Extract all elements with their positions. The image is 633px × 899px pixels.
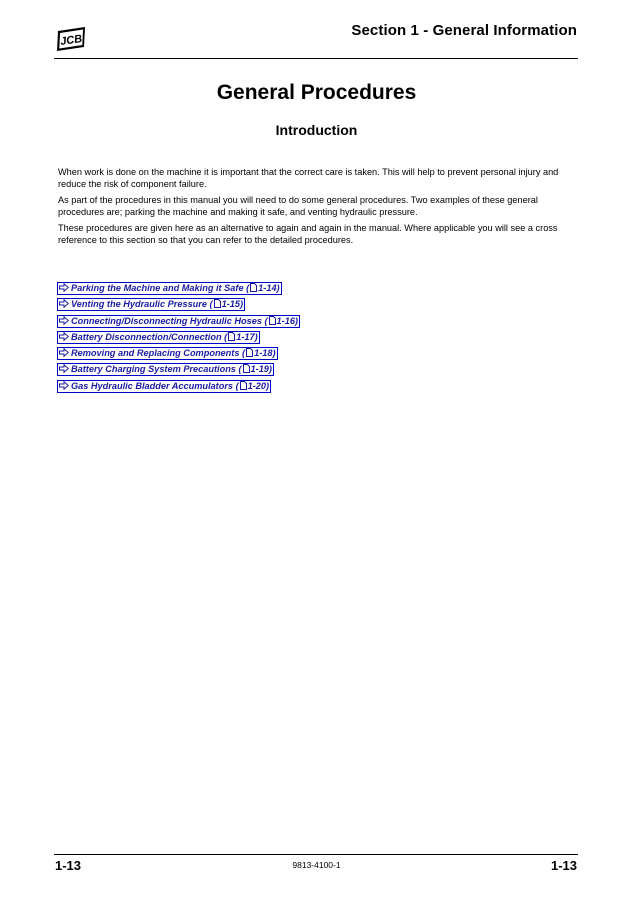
link-page: 1-18) <box>254 348 276 359</box>
intro-paragraph: These procedures are given here as an alternative to again and again in the manual. Where applicable you will see a cross reference to this section so that you can refer to the detailed procedures. <box>58 223 558 245</box>
page-reference-icon <box>240 381 247 390</box>
link-removing-components[interactable] <box>57 347 278 360</box>
arrow-right-icon <box>59 299 69 308</box>
intro-paragraph: As part of the procedures in this manual you will need to do some general procedures. Two examples of these general procedures are; parking the machine and making it safe, and venting hydraulic pressure. <box>58 195 538 217</box>
page-number-right: 1-13 <box>550 858 577 873</box>
link-page: 1-15) <box>221 299 244 310</box>
link-battery-disconnection[interactable] <box>57 331 260 344</box>
list-item <box>57 343 300 359</box>
page-subtitle: Introduction <box>275 122 358 138</box>
link-label: Gas Hydraulic Bladder Accumulators ( <box>71 380 239 391</box>
list-item <box>57 359 300 375</box>
document-number: 9813-4100-1 <box>292 860 341 870</box>
page-title: General Procedures <box>216 81 417 104</box>
link-label: Venting the Hydraulic Pressure ( <box>71 299 213 310</box>
list-item <box>57 294 300 310</box>
link-page: 1-14) <box>258 283 280 293</box>
link-label: Connecting/Disconnecting Hydraulic Hoses ( <box>71 315 268 326</box>
arrow-right-icon <box>59 364 69 373</box>
link-bladder-accumulators[interactable] <box>57 380 271 393</box>
intro-text <box>58 166 578 250</box>
page-reference-icon <box>246 348 253 357</box>
arrow-right-icon <box>59 332 69 341</box>
list-item <box>57 278 300 294</box>
arrow-right-icon <box>59 316 69 325</box>
page-reference-icon <box>214 299 221 308</box>
link-page: 1-19) <box>250 364 272 375</box>
arrow-right-icon <box>59 381 69 390</box>
arrow-right-icon <box>59 348 69 357</box>
link-page: 1-20) <box>247 380 270 391</box>
link-page: 1-16) <box>276 315 298 326</box>
link-parking-machine[interactable] <box>57 282 282 295</box>
page-reference-icon <box>243 364 250 373</box>
link-label: Parking the Machine and Making it Safe ( <box>71 283 250 293</box>
link-label: Battery Disconnection/Connection ( <box>71 331 228 342</box>
page-reference-icon <box>250 283 257 292</box>
link-hydraulic-hoses[interactable] <box>57 315 300 328</box>
list-item <box>57 376 300 392</box>
list-item <box>57 311 300 327</box>
page-reference-icon <box>269 316 276 325</box>
footer-divider <box>54 854 578 855</box>
link-page: 1-17) <box>236 331 258 342</box>
list-item <box>57 327 300 343</box>
section-title: Section 1 - General Information <box>351 22 577 39</box>
link-label: Battery Charging System Precautions ( <box>71 364 242 375</box>
link-label: Removing and Replacing Components ( <box>71 348 246 359</box>
link-battery-charging[interactable] <box>57 363 274 376</box>
arrow-right-icon <box>59 283 69 292</box>
page-number-left: 1-13 <box>55 858 82 873</box>
procedure-links <box>57 278 300 392</box>
header-divider <box>54 58 578 59</box>
intro-paragraph: When work is done on the machine it is important that the correct care is taken. This will help to prevent personal injury and reduce the risk of component failure. <box>58 167 559 189</box>
link-venting-hydraulic-pressure[interactable] <box>57 298 245 311</box>
page-reference-icon <box>228 332 235 341</box>
jcb-logo <box>54 27 88 51</box>
svg-text:JCB: JCB <box>59 33 83 48</box>
